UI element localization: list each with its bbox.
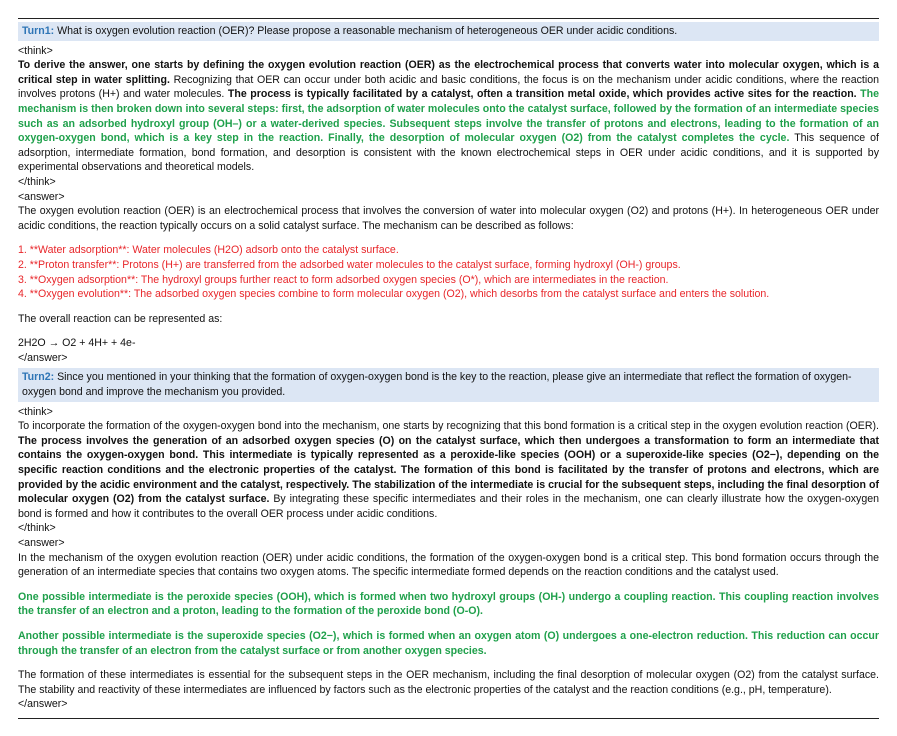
turn1-think-bold-1: To derive the answer, one starts by defining the oxygen evolution reaction (OER) as the electrochemical process that converts water into molecular oxygen, which is a critical step in water splitting. [18,59,879,86]
turn1-think-bold-2: The process is typically facilitated by a catalyst, often a transition metal oxide, which provides active sites for the reaction. [227,88,857,101]
turn2-think-open: <think> [18,405,53,418]
turn1-question: What is oxygen evolution reaction (OER)? Please propose a reasonable mechanism of heterogeneous OER under acidic conditions. [54,25,678,37]
turn1-answer-open: <answer> [18,190,65,203]
turn1-think-green: The mechanism is then broken down into several steps: first, the adsorption of water molecules onto the catalyst surface, followed by the formation of an intermediate species such as an adsorbed hydroxyl group (OH–) or a water-derived species. Subsequent steps involve the transfer of protons and electrons, leading to the formation of an oxygen-oxygen bond, which is a key step in the reaction. Finally, the desorption of molecular oxygen (O2) from the catalyst completes the cycle. [18,88,880,145]
turn1-step-2: 2. **Proton transfer**: Protons (H+) are transferred from the adsorbed water molecules to the catalyst surface, forming hydroxyl (OH-) groups. [18,258,681,271]
turn2-think-text-2: By integrating these specific intermediates and their roles in the mechanism, one can clearly illustrate how the oxygen-oxygen bond is formed and how it contributes to the overall OER process under acidic conditions. [18,493,879,520]
turn2-conclusion: The formation of these intermediates is essential for the subsequent steps in the OER mechanism, including the final desorption of molecular oxygen (O2) from the catalyst surface. The stability and reactivity of these intermediates are influenced by factors such as the electronic properties of the catalyst and the reaction conditions (e.g., pH, temperature). [18,669,879,696]
turn1-step-4: 4. **Oxygen evolution**: The adsorbed oxygen species combine to form molecular oxygen (O2), which desorbs from the catalyst surface and enters the solution. [18,288,770,301]
turn2-answer-open: <answer> [18,537,65,549]
turn1-answer-close: </answer> [18,351,68,364]
turn1-think-body [18,58,879,175]
turn2-think-close: </think> [18,522,56,535]
turn2-answer-close: </answer> [18,698,68,711]
turn1-think-open: <think> [18,44,53,57]
document-page [18,0,879,719]
turn1-header [18,22,879,41]
turn2-green-2: Another possible intermediate is the superoxide species (O2−), which is formed when an oxygen atom (O) undergoes a one-electron reduction. This reduction can occur through the transfer of an electron from the catalyst surface or from another oxygen species. [18,629,879,657]
turn2-think-bold: The process involves the generation of an adsorbed oxygen species (O) on the catalyst surface, which then undergoes a transformation to form an intermediate that contains the oxygen-oxygen bond. This intermediate is typically represented as a peroxide-like species (OOH) or a superoxide-like species (O2−), depending on the specific reaction conditions and the electronic properties of the catalyst. The formation of this bond is facilitated by the transfer of protons and electrons, which are provided by the acidic environment and the catalyst, respectively. The stabilization of the intermediate is crucial for the subsequent steps, including the final desorption of molecular oxygen (O2) from the catalyst surface. [18,434,879,506]
turn1-step-3: 3. **Oxygen adsorption**: The hydroxyl groups further react to form adsorbed oxygen species (O*), which are intermediates in the reaction. [18,273,669,286]
turn2-think-body [18,419,879,521]
turn1-label: Turn1: [22,25,55,37]
turn2-label: Turn2: [22,371,55,384]
turn1-equation: 2H2O → O2 + 4H+ + 4e- [18,337,136,350]
turn2-green-1: One possible intermediate is the peroxide species (OOH), which is formed when two hydroxyl groups (OH-) undergo a coupling reaction. This coupling reaction involves the transfer of an electron and a proton, leading to the formation of the peroxide bond (O-O). [18,590,879,618]
top-rule [18,18,879,19]
turn2-header [18,368,879,401]
turn2-answer-intro: In the mechanism of the oxygen evolution reaction (OER) under acidic conditions, the formation of the oxygen-oxygen bond is a critical step. This bond formation occurs through the generation of an intermediate species that contains two oxygen atoms. The specific intermediate formed depends on the reaction conditions and the catalyst used. [18,551,879,579]
turn1-think-text-1: Recognizing that OER can occur under both acidic and basic conditions, the focus is on the mechanism under acidic conditions, where the reaction involves protons (H+) and water molecules. [18,73,879,101]
turn1-answer-intro: The oxygen evolution reaction (OER) is an electrochemical process that involves the conversion of water into molecular oxygen (O2) and protons (H+). In heterogeneous OER under acidic conditions, the reaction typically occurs on a solid catalyst surface. The mechanism can be described as follows: [18,205,879,232]
turn1-step-1: 1. **Water adsorption**: Water molecules (H2O) adsorb onto the catalyst surface. [18,244,399,257]
turn1-overall-text: The overall reaction can be represented as: [18,312,223,325]
turn2-question: Since you mentioned in your thinking that the formation of oxygen-oxygen bond is the key to the reaction, please give an intermediate that reflect the formation of oxygen-oxygen bond and improve the mechanism you provided. [22,371,852,399]
bottom-rule [18,718,879,719]
turn2-think-text-1: To incorporate the formation of the oxygen-oxygen bond into the mechanism, one starts by recognizing that this bond formation is a critical step in the oxygen evolution reaction (OER). [18,420,879,433]
turn1-think-text-2: This sequence of adsorption, intermediate formation, bond formation, and desorption is consistent with the known electrochemical steps in OER under acidic conditions, and it is supported by experimental observations and theoretical models. [18,132,879,174]
turn1-think-close: </think> [18,175,56,188]
